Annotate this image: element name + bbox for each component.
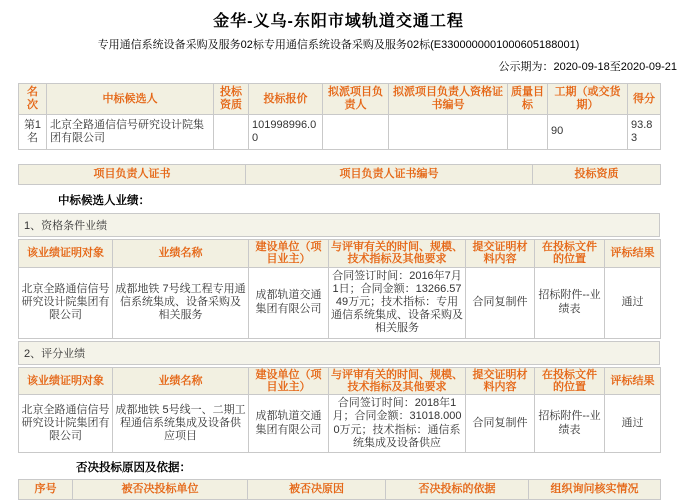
col-header-serial-no: 序号 — [19, 479, 73, 499]
scoring-performance-table — [18, 367, 661, 453]
col-header-bid-qualification2: 投标资质 — [533, 165, 661, 185]
candidate-table — [18, 83, 661, 150]
col-header-score: 得分 — [628, 84, 661, 115]
performance-label: 中标候选人业绩： — [58, 195, 150, 207]
cell-proof-subject: 北京全路通信信号研究设计院集团有限公司 — [19, 267, 113, 338]
candidate-table-row — [19, 115, 661, 150]
col-header-proof-subject: 该业绩证明对象 — [19, 367, 113, 395]
col-header-duration: 工期（或交货期） — [548, 84, 628, 115]
cell-project-manager — [323, 115, 389, 150]
col-header-owner: 建设单位（项目业主） — [249, 367, 329, 395]
col-header-rejected-bidder: 被否决投标单位 — [73, 479, 248, 499]
cell-bid-qualification — [214, 115, 249, 150]
notice-body — [18, 83, 660, 500]
cell-proof-subject: 北京全路通信信号研究设计院集团有限公司 — [19, 395, 113, 453]
rejection-label: 否决投标原因及依据： — [76, 461, 191, 474]
col-header-performance-name: 业绩名称 — [113, 240, 249, 268]
cell-bid-doc-location: 招标附件--业绩表 — [535, 395, 605, 453]
col-header-rank: 名次 — [19, 84, 47, 115]
qualification-performance-table — [18, 239, 661, 339]
cell-performance-name: 成都地铁 7号线工程专用通信系统集成、设备采购及相关服务 — [113, 267, 249, 338]
col-header-performance-name: 业绩名称 — [113, 367, 249, 395]
cell-evaluation-result: 通过 — [605, 395, 661, 453]
cell-score: 93.83 — [628, 115, 661, 150]
col-header-owner: 建设单位（项目业主） — [249, 240, 329, 268]
certificate-table — [18, 164, 661, 185]
page-title: 金华-义乌-东阳市域轨道交通工程 — [213, 13, 464, 30]
performance-header-row — [19, 367, 661, 395]
col-header-rejection-reason: 被否决原因 — [248, 479, 386, 499]
cell-duration: 90 — [548, 115, 628, 150]
rejection-table-header-row — [19, 479, 661, 499]
cell-rank: 第1名 — [19, 115, 47, 150]
col-header-bid-price: 投标报价 — [249, 84, 323, 115]
page-subtitle: 专用通信系统设备采购及服务02标专用通信系统设备采购及服务02标(E3300000001000605188001) — [97, 39, 580, 51]
col-header-review-requirements: 与评审有关的时间、规模、技术指标及其他要求 — [329, 367, 466, 395]
cell-bid-doc-location: 招标附件--业绩表 — [535, 267, 605, 338]
cell-bid-price: 101998996.00 — [249, 115, 323, 150]
cell-manager-cert-no — [389, 115, 508, 150]
cell-proof-material: 合同复制件 — [466, 267, 535, 338]
publicity-period: 公示期为：2020-09-18至2020-09-21 — [498, 61, 677, 73]
section-bar-scoring: 2、评分业绩 — [18, 341, 660, 365]
cell-performance-name: 成都地铁 5号线一、二期工程通信系统集成及设备供应项目 — [113, 395, 249, 453]
rejection-table — [18, 479, 661, 500]
performance-header-row — [19, 240, 661, 268]
col-header-proof-material: 提交证明材料内容 — [466, 240, 535, 268]
col-header-inquiry-verification: 组织询问核实情况 — [529, 479, 661, 499]
col-header-candidate: 中标候选人 — [47, 84, 214, 115]
candidate-table-header-row — [19, 84, 661, 115]
col-header-evaluation-result: 评标结果 — [605, 367, 661, 395]
col-header-bid-qualification: 投标资质 — [214, 84, 249, 115]
col-header-proof-subject: 该业绩证明对象 — [19, 240, 113, 268]
col-header-project-manager: 拟派项目负责人 — [323, 84, 389, 115]
col-header-quality-target: 质量目标 — [508, 84, 548, 115]
section-bar-qualification: 1、资格条件业绩 — [18, 213, 660, 237]
col-header-rejection-basis: 否决投标的依据 — [386, 479, 529, 499]
col-header-proof-material: 提交证明材料内容 — [466, 367, 535, 395]
cell-evaluation-result: 通过 — [605, 267, 661, 338]
cell-quality-target — [508, 115, 548, 150]
certificate-table-header-row — [19, 165, 661, 185]
cell-owner: 成都轨道交通集团有限公司 — [249, 267, 329, 338]
col-header-manager-cert: 项目负责人证书 — [19, 165, 246, 185]
col-header-evaluation-result: 评标结果 — [605, 240, 661, 268]
table-row — [19, 395, 661, 453]
cell-candidate: 北京全路通信信号研究设计院集团有限公司 — [47, 115, 214, 150]
table-row — [19, 267, 661, 338]
col-header-manager-cert-no: 拟派项目负责人资格证书编号 — [389, 84, 508, 115]
col-header-bid-doc-location: 在投标文件的位置 — [535, 240, 605, 268]
col-header-bid-doc-location: 在投标文件的位置 — [535, 367, 605, 395]
col-header-manager-cert-number: 项目负责人证书编号 — [246, 165, 533, 185]
cell-review-requirements: 合同签订时间：2018年1月；合同金额：31018.0000万元；技术指标：通信系统集成及设备供应 — [329, 395, 466, 453]
cell-owner: 成都轨道交通集团有限公司 — [249, 395, 329, 453]
cell-proof-material: 合同复制件 — [466, 395, 535, 453]
col-header-review-requirements: 与评审有关的时间、规模、技术指标及其他要求 — [329, 240, 466, 268]
cell-review-requirements: 合同签订时间：2016年7月1日；合同金额：13266.5749万元；技术指标：专用通信系统集成、设备采购及相关服务 — [329, 267, 466, 338]
